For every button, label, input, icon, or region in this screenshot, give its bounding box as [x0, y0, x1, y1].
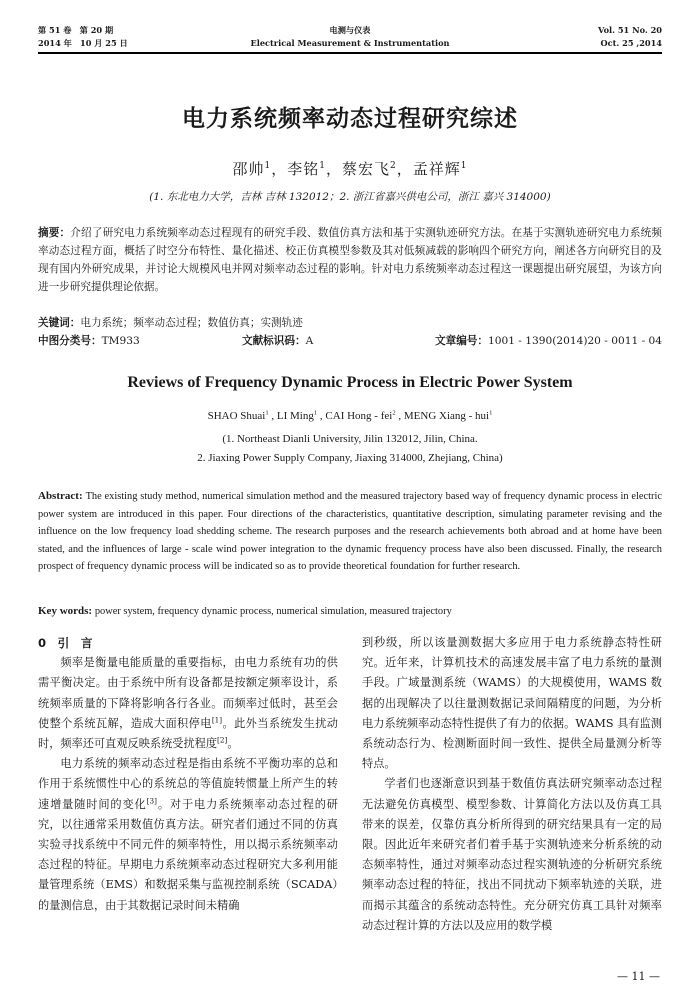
author-affil-mark: 1	[319, 161, 326, 171]
affiliation-en	[0, 430, 700, 468]
body-column-left	[38, 633, 338, 916]
doc-code	[242, 332, 313, 350]
doc-code-value: A	[305, 335, 314, 347]
author-affil-mark: 1	[460, 161, 468, 171]
author-sep: ，	[325, 160, 342, 178]
article-number-label: 文章编号：	[435, 335, 488, 347]
body-paragraph	[38, 653, 338, 754]
keywords-cn-label: 关键词：	[38, 317, 81, 329]
body-paragraph: 到秒级，所以该量测数据大多应用于电力系统静态特性研究。近年来，计算机技术的高速发展丰富了电力系统的量测手段。广域量测系统（WAMS）的大规模使用，WAMS 数据的出现解决了以往量测数据记录间隔精度的问题，为分析电力系统频率动态特性提供了有力的依据。WAMS 具有监测系统动态行为、检测断面时间一致性、提供全局量测分析等特点。	[362, 636, 662, 771]
author-sep: ,	[268, 410, 277, 422]
author-sep: ,	[395, 410, 404, 422]
running-header-vol-en	[598, 24, 662, 50]
clc-value: TM933	[101, 335, 140, 347]
keywords-cn	[38, 314, 662, 332]
header-date-cn: 2014 年 10 月 25 日	[38, 38, 128, 48]
header-journal-en: Electrical Measurement & Instrumentation	[250, 38, 450, 48]
header-volume-issue: 第 51 卷 第 20 期	[38, 25, 114, 35]
affiliation-cn: (1. 东北电力大学，吉林 吉林 132012；2. 浙江省嘉兴供电公司，浙江 嘉兴 314000)	[149, 191, 551, 203]
author-name-en: SHAO Shuai	[207, 410, 266, 422]
affiliation-en-line: (1. Northeast Dianli University, Jilin 132012, Jilin, China.	[222, 433, 478, 445]
keywords-en-colon: :	[88, 605, 95, 617]
article-number-value: 1001 - 1390(2014)20 - 0011 - 04	[487, 335, 662, 347]
citation-ref: [1]	[211, 715, 223, 725]
keywords-cn-text: 电力系统；频率动态过程；数值仿真；实测轨迹	[80, 317, 303, 329]
page-number: — 11 —	[617, 970, 660, 983]
author-name: 孟祥辉	[412, 160, 461, 178]
author-name: 李铭	[287, 160, 320, 178]
body-text: 电力系统的频率动态过程是指由系统不平衡功率的总和作用于系统惯性中心的系统总的等值旋转惯量上所产生的转速增量随时间的变化	[38, 757, 338, 811]
clc-label: 中图分类号：	[38, 335, 102, 347]
citation-ref: [2]	[217, 735, 228, 745]
header-rule	[38, 52, 662, 54]
author-affil-mark: 1	[264, 161, 272, 171]
abstract-en-text: The existing study method, numerical simulation method and the measured trajectory based way of frequency dynamic process in electric power system are introduced in this paper. Four directions of the characteristics, quantitative description, simulating parameter revising and the influence on the low frequency load shedding scheme. The research purposes and the research achievements both abroad and at home have been stated, and the influences of large - scale wind power integration to the dynamic frequency process have also been discussed. Finally, the research prospect of frequency dynamic process will be indicated so as to provide theoretical foundation for further research.	[38, 491, 662, 573]
body-text: 。此外当系统发生扰动时，频率还可直观反映系统受扰程度	[38, 716, 338, 751]
author-affil-mark: 1	[313, 409, 318, 417]
author-sep: ，	[396, 160, 413, 178]
author-name-en: CAI Hong - fei	[325, 410, 393, 422]
running-header-journal	[0, 24, 700, 50]
body-column-right	[362, 633, 662, 936]
abstract-cn-label: 摘要：	[38, 227, 71, 239]
abstract-en-label: Abstract	[38, 490, 79, 502]
header-date-en: Oct. 25 ,2014	[600, 38, 662, 48]
abstract-en-colon: :	[78, 490, 86, 502]
author-affil-mark: 1	[265, 409, 269, 417]
author-list-cn	[0, 158, 700, 179]
author-name: 邵帅	[232, 160, 265, 178]
author-affil-mark: 2	[390, 161, 397, 171]
keywords-en	[38, 603, 662, 621]
author-sep: ,	[317, 410, 326, 422]
header-journal-cn: 电测与仪表	[329, 25, 371, 35]
paper-title-en: Reviews of Frequency Dynamic Process in Electric Power System	[127, 374, 573, 391]
abstract-en	[38, 488, 662, 576]
paper-title-cn: 电力系统频率动态过程研究综述	[182, 106, 518, 132]
author-name-en: MENG Xiang - hui	[403, 410, 490, 422]
body-paragraph: 学者们也逐渐意识到基于数值仿真法研究频率动态过程无法避免仿真模型、模型参数、计算简化方法以及仿真工具带来的误差，仅靠仿真分析所得到的研究结果具有一定的局限。因此近年来研究者们着手基于实测轨迹来分析系统的动态频率特性，通过对频率动态过程实测轨迹的分析研究系统频率动态过程的特征，找出不同扰动下频率轨迹的关联，进而揭示其蕴含的系统动态特性。充分研究仿真工具针对频率动态过程计算的方法以及应用的数学模	[362, 777, 662, 932]
author-affil-mark: 2	[392, 409, 396, 417]
doc-code-label: 文献标识码：	[242, 335, 306, 347]
citation-ref: [3]	[146, 795, 157, 805]
author-list-en	[0, 410, 700, 422]
author-sep: ，	[271, 160, 288, 178]
author-affil-mark: 1	[489, 409, 493, 417]
body-text: 。对于电力系统频率动态过程的研究，以往通常采用数值仿真方法。研究者们通过不同的仿真实验寻找系统中不同元件的频率特性，用以揭示系统频率动态过程的特征。早期电力系统频率动态过程研究大多利用能量管理系统（EMS）和数据采集与监视控制系统（SCADA）的量测信息，由于其数据记录时间未精确	[38, 797, 338, 912]
affiliation-en-line: 2. Jiaxing Power Supply Company, Jiaxing 314000, Zhejiang, China)	[197, 452, 503, 464]
author-name-en: LI Ming	[276, 410, 314, 422]
keywords-en-label: Key words	[38, 605, 89, 617]
abstract-cn	[38, 224, 662, 296]
author-name: 蔡宏飞	[342, 160, 391, 178]
body-text: 。	[227, 737, 239, 751]
section-heading-introduction: 0 引 言	[38, 636, 93, 650]
body-text: 频率是衡量电能质量的重要指标，由电力系统有功的供需平衡决定。由于系统中所有设备都是按额定频率设计，系统频率质量的下降将影响各行各业。而频率过低时，甚至会使整个系统瓦解，造成大面积停电	[38, 656, 338, 730]
keywords-en-text: power system, frequency dynamic process, numerical simulation, measured trajectory	[94, 606, 452, 617]
header-vol-no: Vol. 51 No. 20	[597, 25, 662, 35]
article-number	[435, 332, 662, 350]
abstract-cn-text: 介绍了研究电力系统频率动态过程现有的研究手段、数值仿真方法和基于实测轨迹研究方法。在基于实测轨迹研究电力系统频率动态过程方面，概括了时空分布特性、量化描述、校正仿真模型参数及其对低频减载的影响四个研究方向，阐述各方向研究目的及现有国内外研究成果，并讨论大规模风电并网对频率动态过程的影响。针对电力系统频率动态过程这一课题提出研究展望，为该方向进一步研究提供理论依据。	[38, 227, 663, 293]
clc-number	[38, 332, 140, 350]
body-paragraph	[38, 754, 338, 916]
